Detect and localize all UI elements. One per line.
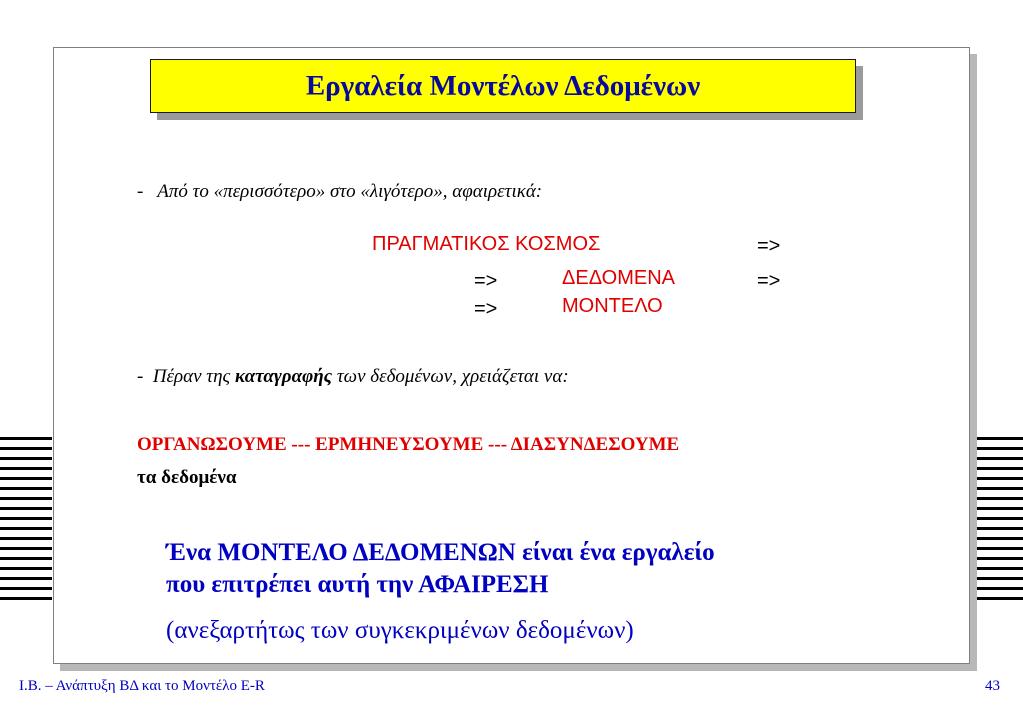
bullet-dash: - — [137, 181, 144, 202]
actions-line: ΟΡΓΑΝΩΣΟΥΜΕ --- ΕΡΜΗΝΕΥΣΟΥΜΕ --- ΔΙΑΣΥΝΔΕΣΟΥΜΕ — [137, 434, 680, 455]
data-label: ΔΕΔΟΜΕΝΑ — [562, 267, 675, 289]
bullet-text: Από το «περισσότερο» στο «λιγότερο», αφαιρετικά: — [157, 181, 543, 202]
actions-object: τα δεδομένα — [137, 467, 237, 488]
definition-note: (ανεξαρτήτως των συγκεκριμένων δεδομένων) — [166, 617, 634, 644]
definition-line-2: που επιτρέπει αυτή την ΑΦΑΙΡΕΣΗ — [166, 571, 549, 598]
model-label: ΜΟΝΤΕΛΟ — [562, 295, 663, 317]
slide-title-box — [150, 59, 856, 113]
bullet-dash: - — [137, 366, 144, 387]
bullet-line-2 — [137, 366, 569, 388]
arrow-3: => — [757, 270, 781, 292]
slide-title: Εργαλεία Μοντέλων Δεδομένων — [305, 69, 701, 102]
definition-line-1: Ένα ΜΟΝΤΕΛΟ ΔΕΔΟΜΕΝΩΝ είναι ένα εργαλείο — [166, 539, 715, 566]
bullet-text-pre: Πέραν της — [152, 366, 231, 387]
page-number: 43 — [985, 678, 1000, 694]
real-world-label: ΠΡΑΓΜΑΤΙΚΟΣ ΚΟΣΜΟΣ — [372, 233, 601, 255]
bullet-text-post: των δεδομένων, χρειάζεται να: — [336, 366, 569, 387]
arrow-1: => — [757, 235, 781, 257]
bullet-text-bold: καταγραφής — [235, 366, 333, 387]
bullet-line-1 — [137, 181, 542, 203]
arrow-4: => — [474, 298, 498, 320]
arrow-2: => — [474, 270, 498, 292]
footer-title: Ι.Β. – Ανάπτυξη ΒΔ και το Μοντέλο Ε-R — [19, 678, 265, 694]
